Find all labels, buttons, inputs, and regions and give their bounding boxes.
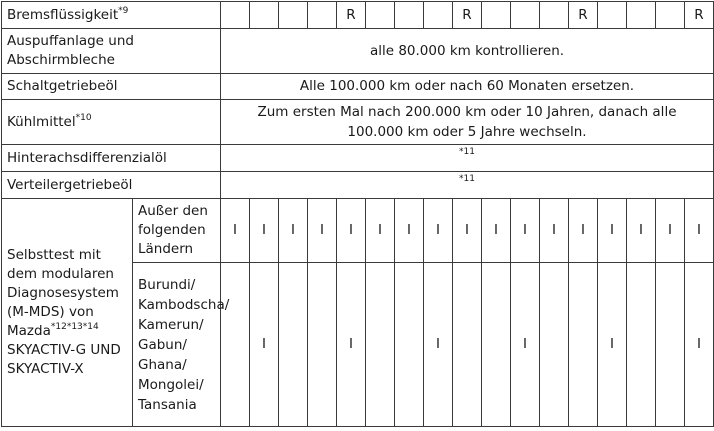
schedule-cell <box>366 2 395 29</box>
schedule-cell: I <box>511 199 540 263</box>
schedule-cell <box>540 2 569 29</box>
schedule-cell <box>656 2 685 29</box>
schedule-cell: R <box>685 2 714 29</box>
schedule-cell <box>482 263 511 427</box>
row-brake-fluid <box>2 2 714 29</box>
row-rear-diff <box>2 145 714 172</box>
schedule-cell <box>279 2 308 29</box>
schedule-cell: I <box>366 199 395 263</box>
schedule-cell <box>395 2 424 29</box>
coolant-interval: Zum ersten Mal nach 200.000 km oder 10 Jahren, danach alle 100.000 km oder 5 Jahre wechseln. <box>221 100 714 145</box>
schedule-cell: I <box>511 263 540 427</box>
transfer-note: *11 <box>221 172 714 199</box>
schedule-cell <box>308 2 337 29</box>
schedule-cell: R <box>453 2 482 29</box>
gearbox-oil-interval: Alle 100.000 km oder nach 60 Monaten ersetzen. <box>221 74 714 100</box>
schedule-cell: I <box>598 263 627 427</box>
schedule-cell <box>395 263 424 427</box>
schedule-cell: I <box>279 199 308 263</box>
row-selftest-a <box>2 199 714 263</box>
rear-diff-label: Hinterachsdifferenzialöl <box>2 145 221 172</box>
schedule-cell: I <box>395 199 424 263</box>
schedule-cell <box>453 263 482 427</box>
exhaust-interval: alle 80.000 km kontrollieren. <box>221 29 714 74</box>
schedule-cell: I <box>482 199 511 263</box>
schedule-cell: I <box>337 199 366 263</box>
schedule-cell: I <box>424 263 453 427</box>
schedule-cell: I <box>308 199 337 263</box>
schedule-cell: I <box>221 199 250 263</box>
schedule-cell: R <box>569 2 598 29</box>
schedule-cell <box>279 263 308 427</box>
schedule-cell <box>366 263 395 427</box>
selftest-label: Selbsttest mit dem modularen Diagnosesystem (M-MDS) von Mazda$^{*12*13*14}$ SKYACTIV-G UND SKYACTIV-X <box>2 199 133 427</box>
schedule-cell <box>569 263 598 427</box>
selftest-sub-a-label: Außer den folgenden Ländern <box>133 199 221 263</box>
maintenance-table <box>1 1 714 427</box>
schedule-cell <box>627 263 656 427</box>
selftest-sub-b-label: Burundi/ Kambodscha/ Kamerun/ Gabun/ Ghana/ Mongolei/ Tansania <box>133 263 221 427</box>
schedule-cell: I <box>627 199 656 263</box>
schedule-cell: I <box>540 199 569 263</box>
coolant-label: Kühlmittel$^{*10}$ <box>2 100 221 145</box>
schedule-cell <box>540 263 569 427</box>
schedule-cell: R <box>337 2 366 29</box>
schedule-cell <box>482 2 511 29</box>
schedule-cell: I <box>656 199 685 263</box>
schedule-cell: I <box>453 199 482 263</box>
schedule-cell: I <box>685 263 714 427</box>
schedule-cell: I <box>685 199 714 263</box>
rear-diff-note: *11 <box>221 145 714 172</box>
schedule-cell <box>598 2 627 29</box>
row-gearbox-oil <box>2 74 714 100</box>
schedule-cell <box>656 263 685 427</box>
exhaust-label: Auspuffanlage und Abschirmbleche <box>2 29 221 74</box>
row-exhaust <box>2 29 714 74</box>
schedule-cell <box>424 2 453 29</box>
brake-fluid-label: Bremsflüssigkeit$^{*9}$ <box>2 2 221 29</box>
schedule-cell <box>221 263 250 427</box>
schedule-cell <box>221 2 250 29</box>
schedule-cell: I <box>424 199 453 263</box>
schedule-cell: I <box>337 263 366 427</box>
row-coolant <box>2 100 714 145</box>
row-transfer <box>2 172 714 199</box>
schedule-cell: I <box>569 199 598 263</box>
schedule-cell: I <box>598 199 627 263</box>
gearbox-oil-label: Schaltgetriebeöl <box>2 74 221 100</box>
transfer-label: Verteilergetriebeöl <box>2 172 221 199</box>
schedule-cell <box>511 2 540 29</box>
schedule-cell <box>308 263 337 427</box>
schedule-cell <box>250 2 279 29</box>
schedule-cell <box>627 2 656 29</box>
schedule-cell: I <box>250 199 279 263</box>
schedule-cell: I <box>250 263 279 427</box>
